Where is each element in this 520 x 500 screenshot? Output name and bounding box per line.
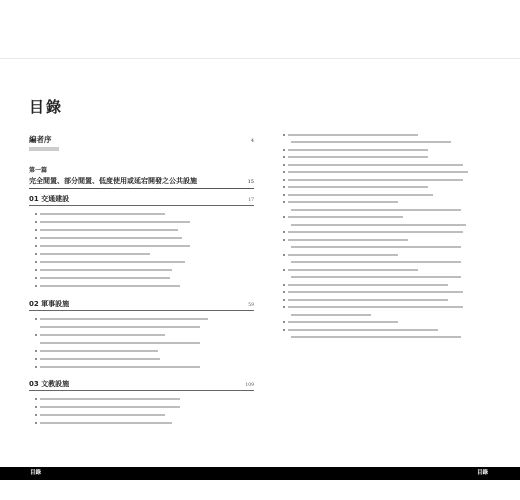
list-item-continued bbox=[35, 323, 254, 331]
text-placeholder bbox=[40, 358, 160, 360]
section-title: 03 文教設施 bbox=[29, 380, 70, 388]
list-item bbox=[283, 154, 477, 162]
text-placeholder bbox=[40, 285, 180, 287]
text-placeholder bbox=[291, 246, 461, 248]
text-placeholder bbox=[40, 326, 200, 328]
left-page bbox=[29, 96, 254, 461]
list-item bbox=[283, 169, 477, 177]
text-placeholder bbox=[291, 224, 466, 226]
list-item bbox=[35, 266, 254, 274]
list-item bbox=[35, 331, 254, 339]
list-item bbox=[283, 176, 477, 184]
section-title: 01 交通建設 bbox=[29, 195, 70, 203]
list-item bbox=[35, 363, 254, 371]
text-placeholder bbox=[291, 261, 461, 263]
preface-title: 編者序 bbox=[29, 135, 52, 144]
text-placeholder bbox=[288, 201, 398, 203]
list-item bbox=[35, 242, 254, 250]
bullet-icon bbox=[35, 213, 37, 215]
text-placeholder bbox=[40, 213, 165, 215]
text-placeholder bbox=[288, 321, 398, 323]
text-placeholder bbox=[40, 253, 150, 255]
toc-title: 目錄 bbox=[29, 98, 64, 116]
text-placeholder bbox=[40, 237, 182, 239]
bullet-icon bbox=[35, 229, 37, 231]
list-item bbox=[35, 411, 254, 419]
list-item bbox=[283, 131, 477, 139]
bullet-icon bbox=[283, 254, 285, 256]
section-title: 02 軍事設施 bbox=[29, 300, 70, 308]
list-item-continued bbox=[35, 339, 254, 347]
bullet-icon bbox=[283, 239, 285, 241]
bullet-icon bbox=[35, 406, 37, 408]
bullet-icon bbox=[283, 321, 285, 323]
list-item bbox=[35, 403, 254, 411]
bullet-icon bbox=[283, 194, 285, 196]
text-placeholder bbox=[288, 329, 438, 331]
list-item bbox=[35, 274, 254, 282]
bullet-icon bbox=[283, 231, 285, 233]
bullet-icon bbox=[35, 245, 37, 247]
list-item-continued bbox=[283, 244, 477, 252]
text-placeholder bbox=[40, 318, 208, 320]
bullet-icon bbox=[35, 398, 37, 400]
bullet-icon bbox=[35, 422, 37, 424]
text-placeholder bbox=[40, 342, 200, 344]
text-placeholder bbox=[288, 254, 398, 256]
list-item bbox=[283, 214, 477, 222]
list-item bbox=[283, 184, 477, 192]
text-placeholder bbox=[288, 186, 428, 188]
footer-label-right: 目錄 bbox=[477, 470, 489, 476]
bullet-icon bbox=[283, 306, 285, 308]
bullet-icon bbox=[283, 149, 285, 151]
list-item-continued bbox=[283, 206, 477, 214]
preface-author-placeholder bbox=[29, 147, 59, 151]
section-page: 109 bbox=[245, 383, 254, 388]
list-item bbox=[283, 161, 477, 169]
bullet-icon bbox=[35, 350, 37, 352]
bullet-icon bbox=[35, 261, 37, 263]
text-placeholder bbox=[288, 216, 403, 218]
text-placeholder bbox=[40, 245, 190, 247]
right-page bbox=[283, 131, 477, 461]
text-placeholder bbox=[288, 171, 468, 173]
section-heading bbox=[29, 194, 254, 206]
text-placeholder bbox=[288, 239, 408, 241]
bullet-icon bbox=[35, 269, 37, 271]
text-placeholder bbox=[288, 194, 433, 196]
bullet-icon bbox=[283, 156, 285, 158]
list-item bbox=[35, 395, 254, 403]
text-placeholder bbox=[288, 291, 463, 293]
list-item bbox=[283, 304, 477, 312]
part-page: 15 bbox=[247, 179, 254, 185]
list-item bbox=[283, 146, 477, 154]
section-entries bbox=[35, 210, 254, 290]
text-placeholder bbox=[288, 306, 463, 308]
list-item bbox=[283, 191, 477, 199]
bullet-icon bbox=[35, 277, 37, 279]
text-placeholder bbox=[288, 134, 418, 136]
bullet-icon bbox=[35, 358, 37, 360]
bullet-icon bbox=[283, 269, 285, 271]
preface-page: 4 bbox=[250, 138, 254, 144]
footer-bar bbox=[0, 467, 520, 480]
bullet-icon bbox=[283, 291, 285, 293]
bullet-icon bbox=[283, 216, 285, 218]
text-placeholder bbox=[288, 231, 463, 233]
list-item-continued bbox=[283, 139, 477, 147]
list-item bbox=[35, 250, 254, 258]
bullet-icon bbox=[35, 237, 37, 239]
continued-entries bbox=[283, 131, 477, 341]
list-item bbox=[283, 326, 477, 334]
text-placeholder bbox=[40, 229, 178, 231]
bullet-icon bbox=[283, 171, 285, 173]
list-item bbox=[283, 251, 477, 259]
list-item bbox=[283, 199, 477, 207]
bullet-icon bbox=[283, 164, 285, 166]
list-item bbox=[283, 229, 477, 237]
list-item bbox=[35, 226, 254, 234]
list-item bbox=[35, 419, 254, 427]
text-placeholder bbox=[40, 334, 165, 336]
list-item bbox=[283, 236, 477, 244]
text-placeholder bbox=[40, 269, 172, 271]
preface-row bbox=[29, 134, 254, 145]
top-divider bbox=[0, 58, 520, 59]
list-item bbox=[283, 266, 477, 274]
text-placeholder bbox=[291, 336, 461, 338]
text-placeholder bbox=[288, 284, 448, 286]
text-placeholder bbox=[40, 350, 158, 352]
list-item bbox=[35, 355, 254, 363]
bullet-icon bbox=[283, 134, 285, 136]
bullet-icon bbox=[283, 299, 285, 301]
bullet-icon bbox=[35, 318, 37, 320]
bullet-icon bbox=[35, 366, 37, 368]
part-title: 完全閒置、部分閒置、低度使用或延宕開發之公共設施 bbox=[29, 176, 197, 185]
part-label: 第一篇 bbox=[29, 167, 48, 174]
bullet-icon bbox=[283, 179, 285, 181]
text-placeholder bbox=[291, 209, 461, 211]
list-item bbox=[35, 347, 254, 355]
text-placeholder bbox=[288, 156, 428, 158]
text-placeholder bbox=[288, 269, 418, 271]
list-item bbox=[283, 296, 477, 304]
bullet-icon bbox=[283, 186, 285, 188]
list-item bbox=[35, 210, 254, 218]
list-item bbox=[35, 218, 254, 226]
text-placeholder bbox=[288, 164, 463, 166]
part-row bbox=[29, 176, 254, 189]
bullet-icon bbox=[283, 284, 285, 286]
text-placeholder bbox=[40, 406, 180, 408]
bullet-icon bbox=[283, 201, 285, 203]
bullet-icon bbox=[35, 285, 37, 287]
text-placeholder bbox=[288, 179, 463, 181]
list-item-continued bbox=[283, 334, 477, 342]
bullet-icon bbox=[35, 414, 37, 416]
list-item bbox=[35, 282, 254, 290]
section-page: 59 bbox=[248, 303, 254, 308]
bullet-icon bbox=[283, 329, 285, 331]
section-heading bbox=[29, 379, 254, 391]
bullet-icon bbox=[35, 221, 37, 223]
text-placeholder bbox=[291, 141, 451, 143]
text-placeholder bbox=[40, 277, 170, 279]
text-placeholder bbox=[288, 149, 428, 151]
list-item-continued bbox=[283, 274, 477, 282]
list-item bbox=[35, 315, 254, 323]
section-entries bbox=[35, 395, 254, 427]
section-entries bbox=[35, 315, 254, 371]
text-placeholder bbox=[40, 261, 185, 263]
text-placeholder bbox=[40, 422, 172, 424]
footer-label-left: 目錄 bbox=[30, 470, 42, 476]
list-item bbox=[283, 281, 477, 289]
list-item-continued bbox=[283, 259, 477, 267]
bullet-icon bbox=[35, 334, 37, 336]
text-placeholder bbox=[40, 221, 190, 223]
text-placeholder bbox=[288, 299, 448, 301]
text-placeholder bbox=[40, 414, 165, 416]
text-placeholder bbox=[291, 276, 461, 278]
text-placeholder bbox=[40, 398, 180, 400]
list-item bbox=[35, 258, 254, 266]
text-placeholder bbox=[291, 314, 371, 316]
list-item-continued bbox=[283, 221, 477, 229]
list-item-continued bbox=[283, 311, 477, 319]
list-item bbox=[283, 319, 477, 327]
bullet-icon bbox=[35, 253, 37, 255]
section-page: 17 bbox=[248, 198, 254, 203]
list-item bbox=[283, 289, 477, 297]
text-placeholder bbox=[40, 366, 200, 368]
list-item bbox=[35, 234, 254, 242]
section-heading bbox=[29, 299, 254, 311]
